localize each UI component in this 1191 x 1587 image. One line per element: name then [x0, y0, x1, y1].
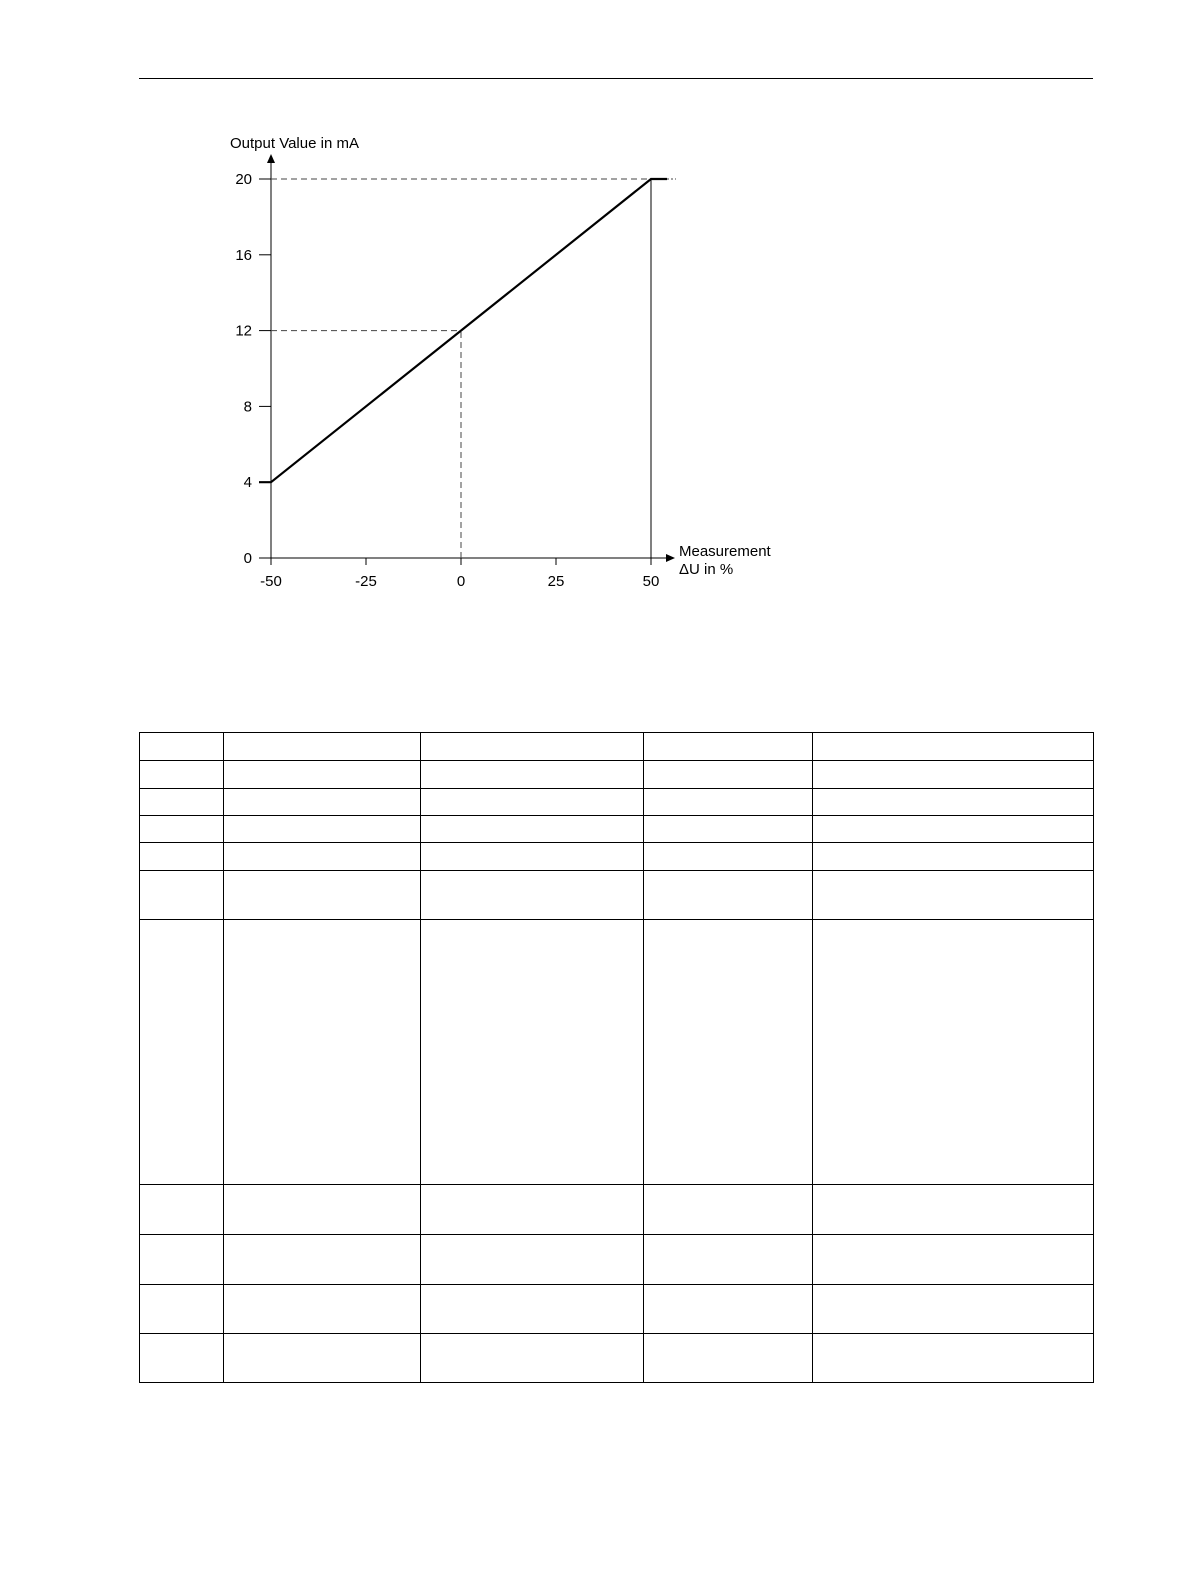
x-tick-label: -50	[260, 573, 282, 590]
x-tick-label: -25	[355, 573, 377, 590]
table-cell	[421, 816, 644, 843]
table-cell	[644, 843, 813, 871]
table-cell	[644, 920, 813, 1185]
table-cell	[140, 789, 224, 816]
table-cell	[421, 1285, 644, 1334]
table-cell	[224, 920, 421, 1185]
table-cell	[813, 1235, 1094, 1285]
table-cell	[644, 1185, 813, 1235]
table-cell	[813, 733, 1094, 761]
x-tick-label: 25	[547, 573, 565, 590]
x-tick-label: 50	[642, 573, 660, 590]
reference-lines	[271, 179, 676, 558]
table-cell	[421, 920, 644, 1185]
table-cell	[140, 920, 224, 1185]
table-cell	[644, 733, 813, 761]
table-cell	[421, 761, 644, 789]
table-cell	[224, 1334, 421, 1383]
table-cell	[140, 1185, 224, 1235]
chart-series	[259, 179, 667, 482]
y-tick-label: 20	[235, 171, 252, 188]
y-axis-label: Output Value in mA	[230, 135, 359, 152]
table-cell	[421, 1185, 644, 1235]
chart-axes	[259, 154, 675, 562]
y-tick-label: 12	[235, 322, 252, 340]
y-axis-arrow	[267, 154, 275, 163]
table-body	[140, 733, 1094, 1383]
table-cell	[421, 843, 644, 871]
table-cell	[813, 761, 1094, 789]
y-tick-label: 4	[243, 474, 252, 492]
table-cell	[140, 843, 224, 871]
table-cell	[224, 871, 421, 920]
table-row	[140, 1334, 1094, 1383]
series-line-0	[259, 179, 667, 482]
table-row	[140, 1185, 1094, 1235]
table-cell	[813, 920, 1094, 1185]
table-cell	[813, 843, 1094, 871]
table-cell	[421, 789, 644, 816]
x-tick-label: 0	[456, 573, 466, 590]
table-cell	[813, 789, 1094, 816]
table-cell	[421, 733, 644, 761]
table-cell	[224, 816, 421, 843]
table-cell	[644, 1235, 813, 1285]
table-cell	[224, 1185, 421, 1235]
table-row	[140, 871, 1094, 920]
table-row	[140, 843, 1094, 871]
table-cell	[224, 1235, 421, 1285]
table-row	[140, 761, 1094, 789]
table-row	[140, 733, 1094, 761]
table-cell	[140, 871, 224, 920]
chart-ticks	[235, 171, 659, 590]
table-row	[140, 1235, 1094, 1285]
table-cell	[644, 1334, 813, 1383]
table-cell	[224, 733, 421, 761]
table-cell	[140, 1334, 224, 1383]
table-cell	[813, 1185, 1094, 1235]
table-cell	[421, 1235, 644, 1285]
table-cell	[644, 761, 813, 789]
table-cell	[813, 816, 1094, 843]
y-tick-label: 16	[235, 246, 252, 264]
table-cell	[644, 871, 813, 920]
table-cell	[224, 761, 421, 789]
table-cell	[644, 789, 813, 816]
table-cell	[224, 843, 421, 871]
table-cell	[140, 761, 224, 789]
y-tick-label: 8	[243, 398, 252, 416]
table-cell	[813, 1334, 1094, 1383]
table-cell	[421, 1334, 644, 1383]
output-value-chart	[0, 0, 1191, 700]
table-cell	[140, 1285, 224, 1334]
table-row	[140, 1285, 1094, 1334]
table-cell	[140, 1235, 224, 1285]
table-cell	[224, 789, 421, 816]
x-axis-label-line-1: Measurement	[679, 543, 771, 560]
table-cell	[224, 1285, 421, 1334]
table-cell	[140, 816, 224, 843]
y-tick-label: 0	[243, 550, 252, 567]
table-cell	[813, 1285, 1094, 1334]
x-axis-arrow	[666, 554, 675, 562]
table-cell	[813, 871, 1094, 920]
parameter-table	[139, 732, 1094, 1383]
table-cell	[421, 871, 644, 920]
table-cell	[644, 816, 813, 843]
table-row	[140, 816, 1094, 843]
table-cell	[140, 733, 224, 761]
table-cell	[644, 1285, 813, 1334]
x-axis-label-line-2: ΔU in %	[679, 561, 734, 578]
table-row	[140, 789, 1094, 816]
table-row	[140, 920, 1094, 1185]
